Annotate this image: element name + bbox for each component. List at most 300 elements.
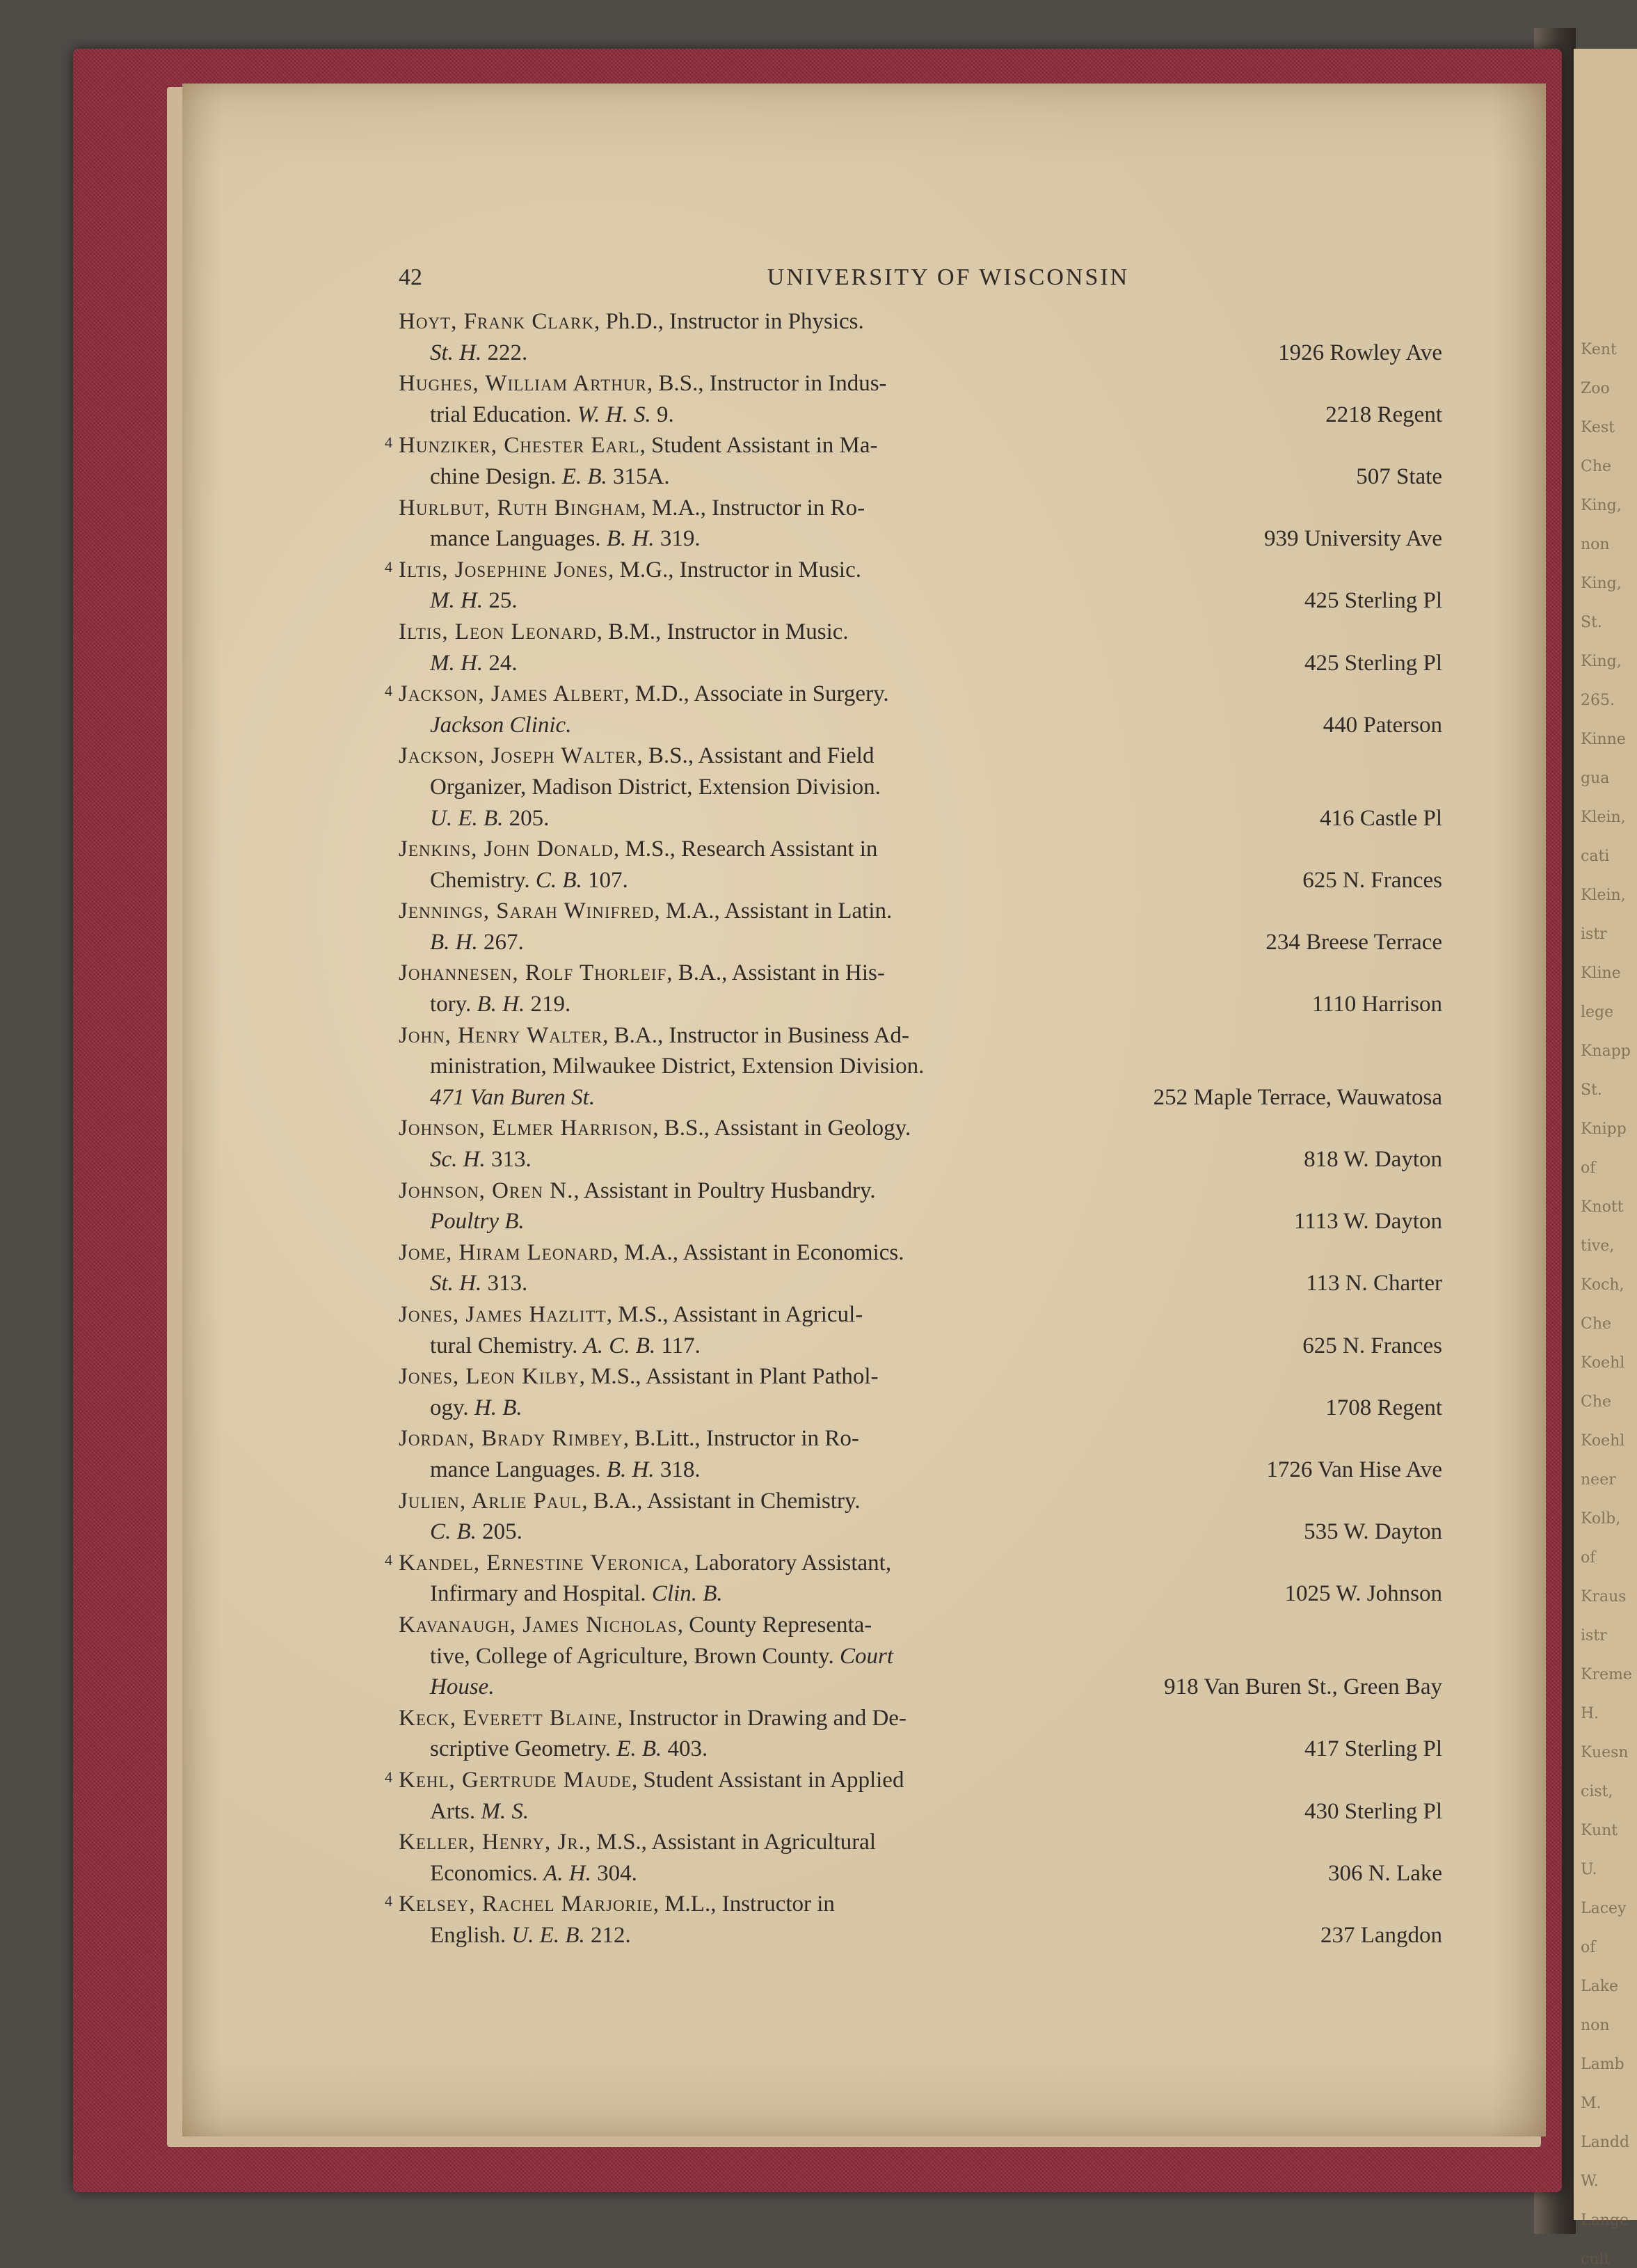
entry-text-part: chine Design. xyxy=(430,463,562,489)
entry-location: House. xyxy=(430,1674,495,1700)
person-name: Keck, Everett Blaine xyxy=(399,1705,617,1731)
directory-entry xyxy=(399,617,1442,679)
entry-room: 212. xyxy=(584,1922,631,1948)
entry-text xyxy=(430,1144,532,1175)
directory-entry xyxy=(399,1113,1442,1175)
person-name: Hughes, William Arthur xyxy=(399,371,647,397)
adjacent-page-fragment: of xyxy=(1581,1159,1596,1177)
entry-line xyxy=(399,617,1442,648)
entry-room: 315A. xyxy=(607,463,670,489)
page-number: 42 xyxy=(399,264,422,290)
adjacent-page-fragment: Lake xyxy=(1581,1978,1619,1995)
entry-text xyxy=(430,1082,595,1113)
person-name: Jackson, James Albert xyxy=(399,681,624,707)
entry-location: M. H. xyxy=(430,650,484,676)
entry-line xyxy=(399,1734,1442,1765)
person-title: , M.L., Instructor in xyxy=(653,1892,835,1917)
entry-text xyxy=(430,865,628,896)
entry-line xyxy=(399,1393,1442,1424)
directory-entry xyxy=(399,1299,1442,1361)
directory-entry xyxy=(399,1020,1442,1113)
entry-location: Jackson Clinic. xyxy=(430,712,572,738)
address: 237 Langdon xyxy=(1320,1922,1442,1948)
entry-line xyxy=(385,430,1442,461)
person-name: Johannesen, Rolf Thorleif xyxy=(399,960,667,986)
entry-text xyxy=(430,523,701,555)
address: 1025 W. Johnson xyxy=(1284,1581,1442,1607)
entry-line xyxy=(399,1641,1442,1672)
entry-line xyxy=(399,1423,1442,1454)
address: 306 N. Lake xyxy=(1327,1860,1442,1886)
entry-room: 205. xyxy=(503,805,550,831)
entry-line xyxy=(399,1578,1442,1610)
entry-line xyxy=(399,1082,1442,1113)
adjacent-page-fragment: Koch, xyxy=(1581,1276,1624,1294)
person-name: Jordan, Brady Rimbey xyxy=(399,1426,623,1452)
entry-text-part: English. xyxy=(430,1922,512,1948)
adjacent-page-fragment: Kolb, xyxy=(1581,1510,1621,1528)
adjacent-page-fragment: cult xyxy=(1581,2251,1611,2268)
person-title: , Assistant in Poultry Husbandry. xyxy=(573,1177,876,1203)
entry-text xyxy=(430,927,524,958)
entry-line xyxy=(385,555,1442,586)
entry-room: 219. xyxy=(525,992,571,1017)
entry-heading xyxy=(385,430,878,461)
entry-heading xyxy=(399,493,865,524)
entry-location: St. H. xyxy=(430,340,482,365)
entry-room: 107. xyxy=(582,867,628,893)
footnote-marker: 4 xyxy=(385,1551,392,1569)
entry-line xyxy=(399,803,1442,834)
entry-line xyxy=(399,493,1442,524)
person-name: Keller, Henry, Jr. xyxy=(399,1830,585,1855)
entry-line xyxy=(399,1206,1442,1237)
adjacent-page-fragment: lege xyxy=(1581,1004,1614,1021)
entry-room: 222. xyxy=(481,340,528,365)
entry-text xyxy=(430,1206,525,1237)
adjacent-page-fragment: King, xyxy=(1581,653,1622,670)
entry-text xyxy=(430,1578,723,1610)
entry-text xyxy=(430,585,518,617)
person-name: Johnson, Oren N. xyxy=(399,1177,574,1203)
entry-heading xyxy=(399,1610,872,1641)
adjacent-page-fragment: of xyxy=(1581,1939,1596,1956)
entry-location: B. H. xyxy=(606,1457,655,1482)
adjacent-page-fragment: Koehl xyxy=(1581,1354,1625,1372)
entry-line xyxy=(399,1331,1442,1362)
entry-line xyxy=(399,1827,1442,1858)
entry-location: 471 Van Buren St. xyxy=(430,1084,596,1110)
person-title: , Instructor in Drawing and De- xyxy=(616,1705,907,1731)
entry-text-part: mance Languages. xyxy=(430,526,607,552)
address: 1926 Rowley Ave xyxy=(1278,340,1442,365)
adjacent-page-fragment: cist, xyxy=(1581,1783,1613,1800)
address: 417 Sterling Pl xyxy=(1304,1736,1442,1762)
running-head xyxy=(399,257,1442,306)
entry-text-part: Chemistry. xyxy=(430,867,536,893)
entry-line xyxy=(399,1020,1442,1052)
entry-location: U. E. B. xyxy=(430,805,504,831)
entry-room: 304. xyxy=(591,1860,637,1886)
entry-location: E. B. xyxy=(616,1736,662,1762)
person-name: Iltis, Leon Leonard xyxy=(399,619,597,644)
entry-line xyxy=(399,461,1442,493)
entry-heading xyxy=(399,1361,879,1393)
entry-line xyxy=(399,1113,1442,1144)
entry-line xyxy=(399,1175,1442,1207)
person-title: , M.S., Assistant in Plant Pathol- xyxy=(579,1364,879,1390)
entry-text-part: scriptive Geometry. xyxy=(430,1736,617,1762)
directory-entry xyxy=(399,1610,1442,1703)
entry-line xyxy=(385,1765,1442,1796)
entry-room: 403. xyxy=(662,1736,708,1762)
adjacent-page-fragment: of xyxy=(1581,1549,1596,1567)
entry-text xyxy=(430,1641,893,1672)
entry-text xyxy=(430,1920,631,1951)
entry-text xyxy=(430,399,674,431)
person-name: Jome, Hiram Leonard xyxy=(399,1239,613,1265)
person-title: , B.A., Assistant in His- xyxy=(666,960,885,986)
adjacent-page-fragment: Lamb xyxy=(1581,2056,1624,2073)
entry-text xyxy=(430,1454,701,1486)
adjacent-page-fragment: Che xyxy=(1581,1393,1612,1411)
person-title: , B.Litt., Instructor in Ro- xyxy=(623,1426,859,1452)
entry-location: B. H. xyxy=(430,929,478,955)
directory-entry xyxy=(399,896,1442,958)
adjacent-page-fragment: Che xyxy=(1581,458,1612,475)
adjacent-page-fragment: Klein, xyxy=(1581,887,1626,904)
footnote-marker: 4 xyxy=(385,1892,392,1910)
entry-location: C. B. xyxy=(430,1519,477,1545)
person-title: , M.A., Instructor in Ro- xyxy=(640,495,865,521)
entry-heading xyxy=(399,834,877,865)
person-name: Hurlbut, Ruth Bingham xyxy=(399,495,641,521)
entry-room: 313. xyxy=(485,1147,532,1173)
person-title: , M.S., Assistant in Agricul- xyxy=(606,1302,863,1327)
person-name: Iltis, Josephine Jones xyxy=(399,557,609,582)
person-title: , B.S., Assistant in Geology. xyxy=(653,1116,911,1141)
entry-text-part: tural Chemistry. xyxy=(430,1333,584,1358)
adjacent-page-fragment: non xyxy=(1581,536,1610,553)
entry-text xyxy=(430,1734,708,1765)
entry-room: 25. xyxy=(483,588,518,614)
address: 2218 Regent xyxy=(1325,402,1442,427)
adjacent-page-fragment: Kest xyxy=(1581,419,1615,436)
person-name: Kandel, Ernestine Veronica xyxy=(399,1550,684,1576)
entry-line xyxy=(385,1889,1442,1920)
entry-location: C. B. xyxy=(535,867,582,893)
entry-text xyxy=(430,1393,522,1424)
person-title: , M.S., Assistant in Agricultural xyxy=(584,1830,876,1855)
adjacent-page-fragment: gua xyxy=(1581,770,1610,787)
adjacent-page-fragment: Lacey xyxy=(1581,1900,1627,1917)
entry-line xyxy=(399,1144,1442,1175)
adjacent-page-fragment: King, xyxy=(1581,497,1622,514)
directory-entry xyxy=(399,306,1442,368)
entry-location: Court xyxy=(840,1643,894,1669)
entry-line xyxy=(399,1237,1442,1269)
entry-heading xyxy=(399,1703,907,1734)
entry-room: 318. xyxy=(654,1457,701,1482)
adjacent-page-fragment: St. xyxy=(1581,614,1602,631)
adjacent-page-fragment: Knott xyxy=(1581,1198,1624,1216)
address: 234 Breese Terrace xyxy=(1265,929,1442,955)
entry-line xyxy=(399,896,1442,927)
entry-line xyxy=(399,1299,1442,1331)
directory-entry xyxy=(399,958,1442,1020)
entry-line xyxy=(399,1920,1442,1951)
entry-location: M. H. xyxy=(430,588,484,614)
person-name: Hunziker, Chester Earl xyxy=(399,433,640,459)
person-title: , County Representa- xyxy=(677,1612,872,1637)
entry-text xyxy=(430,1672,495,1703)
entry-text xyxy=(430,710,571,741)
entry-heading xyxy=(399,1299,863,1331)
adjacent-page-fragment: tive, xyxy=(1581,1237,1615,1255)
address: 416 Castle Pl xyxy=(1319,805,1442,831)
entry-heading xyxy=(399,1113,911,1144)
person-title: , B.S., Instructor in Indus- xyxy=(646,371,887,397)
entry-heading xyxy=(385,555,861,586)
person-title: , M.D., Associate in Surgery. xyxy=(623,681,889,707)
person-title: , M.A., Assistant in Latin. xyxy=(654,898,893,924)
entry-line xyxy=(399,1610,1442,1641)
entry-line xyxy=(399,1268,1442,1299)
adjacent-page-fragment: Knipp xyxy=(1581,1120,1627,1138)
person-title: , M.G., Instructor in Music. xyxy=(608,557,861,582)
entry-heading xyxy=(399,740,874,772)
person-name: Kehl, Gertrude Maude xyxy=(399,1767,632,1793)
entry-location: Poultry B. xyxy=(430,1209,525,1235)
address: 252 Maple Terrace, Wauwatosa xyxy=(1153,1084,1442,1110)
adjacent-page-fragment: Kline xyxy=(1581,965,1621,982)
entry-text xyxy=(430,1858,637,1889)
address: 918 Van Buren St., Green Bay xyxy=(1164,1674,1442,1700)
address: 1113 W. Dayton xyxy=(1294,1209,1442,1235)
adjacent-page-fragment: Kinne xyxy=(1581,731,1626,748)
entry-text: Organizer, Madison District, Extension Division. xyxy=(430,774,881,800)
person-name: John, Henry Walter xyxy=(399,1022,603,1048)
entry-text xyxy=(430,1516,522,1548)
person-name: Jones, Leon Kilby xyxy=(399,1364,580,1390)
adjacent-page-fragment: Kreme xyxy=(1581,1666,1632,1683)
footnote-marker: 4 xyxy=(385,434,392,452)
entry-location: M. S. xyxy=(481,1798,529,1824)
footnote-marker: 4 xyxy=(385,557,392,576)
directory-entries xyxy=(385,306,1442,1951)
entry-location: St. H. xyxy=(430,1271,482,1296)
person-name: Jenkins, John Donald xyxy=(399,836,614,862)
person-title: , M.S., Research Assistant in xyxy=(613,836,878,862)
adjacent-page-fragment: istr xyxy=(1581,1627,1607,1644)
adjacent-page-fragment: Landd xyxy=(1581,2134,1630,2151)
entry-line xyxy=(399,958,1442,989)
address: 113 N. Charter xyxy=(1306,1271,1442,1296)
address: 1726 Van Hise Ave xyxy=(1266,1457,1442,1482)
entry-line xyxy=(399,1516,1442,1548)
entry-line xyxy=(399,772,1442,803)
address: 1110 Harrison xyxy=(1311,992,1442,1017)
person-title: , Student Assistant in Ma- xyxy=(639,433,878,459)
address: 507 State xyxy=(1356,463,1442,489)
person-name: Jackson, Joseph Walter xyxy=(399,743,637,769)
entry-text xyxy=(430,1331,701,1362)
entry-heading xyxy=(399,1020,909,1052)
entry-line xyxy=(385,1548,1442,1579)
entry-heading xyxy=(385,1765,904,1796)
entry-line xyxy=(399,1454,1442,1486)
person-name: Jennings, Sarah Winifred xyxy=(399,898,655,924)
entry-room: 313. xyxy=(481,1271,528,1296)
entry-line xyxy=(399,1796,1442,1827)
entry-text: ministration, Milwaukee District, Extension Division. xyxy=(430,1054,925,1079)
entry-location: U. E. B. xyxy=(511,1922,585,1948)
entry-heading xyxy=(399,1827,876,1858)
entry-line xyxy=(399,1672,1442,1703)
address: 818 W. Dayton xyxy=(1304,1147,1442,1173)
entry-location: A. C. B. xyxy=(583,1333,656,1358)
address: 425 Sterling Pl xyxy=(1304,650,1442,676)
entry-text xyxy=(430,1268,527,1299)
address: 425 Sterling Pl xyxy=(1304,588,1442,614)
entry-line xyxy=(399,834,1442,865)
adjacent-page-fragment: istr xyxy=(1581,926,1607,943)
entry-line xyxy=(399,1858,1442,1889)
entry-heading xyxy=(399,306,864,338)
entry-room: 267. xyxy=(477,929,524,955)
adjacent-page-fragment: Koehl xyxy=(1581,1432,1625,1450)
entry-line xyxy=(399,306,1442,338)
entry-line xyxy=(399,368,1442,399)
entry-text-part: ogy. xyxy=(430,1395,474,1420)
entry-text-part: mance Languages. xyxy=(430,1457,607,1482)
person-title: , Laboratory Assistant, xyxy=(683,1550,892,1576)
entry-text xyxy=(430,803,549,834)
adjacent-page-fragment: Kent xyxy=(1581,341,1617,358)
entry-heading xyxy=(399,958,885,989)
adjacent-page-fragment: Zoo xyxy=(1581,380,1610,397)
adjacent-page-fragment: Knapp xyxy=(1581,1042,1631,1060)
directory-entry xyxy=(399,1237,1442,1299)
entry-line xyxy=(399,927,1442,958)
person-title: , B.M., Instructor in Music. xyxy=(596,619,849,644)
entry-line xyxy=(385,679,1442,710)
entry-text-part: Economics. xyxy=(430,1860,544,1886)
entry-line xyxy=(399,710,1442,741)
entry-text xyxy=(430,989,570,1020)
entry-line xyxy=(399,1051,1442,1082)
person-title: , Student Assistant in Applied xyxy=(632,1767,904,1793)
person-name: Kavanaugh, James Nicholas xyxy=(399,1612,678,1637)
person-name: Hoyt, Frank Clark xyxy=(399,309,594,334)
entry-line xyxy=(399,1703,1442,1734)
entry-heading xyxy=(399,1175,876,1207)
entry-heading xyxy=(399,1237,904,1269)
person-title: , M.A., Assistant in Economics. xyxy=(612,1239,904,1265)
entry-text-part: Arts. xyxy=(430,1798,481,1824)
person-title: , B.A., Assistant in Chemistry. xyxy=(582,1488,861,1514)
entry-line xyxy=(399,1486,1442,1517)
adjacent-page-fragment: Kuesn xyxy=(1581,1744,1629,1761)
entry-location: H. B. xyxy=(474,1395,522,1420)
directory-entry xyxy=(399,1827,1442,1889)
person-name: Johnson, Elmer Harrison xyxy=(399,1116,653,1141)
entry-text-part: tory. xyxy=(430,992,477,1017)
entry-line xyxy=(399,338,1442,369)
page-content xyxy=(385,257,1442,1951)
entry-heading xyxy=(399,1486,861,1517)
entry-line xyxy=(399,740,1442,772)
directory-entry xyxy=(399,1423,1442,1485)
directory-entry xyxy=(385,1548,1442,1610)
directory-entry xyxy=(399,1175,1442,1237)
entry-line xyxy=(399,1361,1442,1393)
entry-text xyxy=(430,1796,529,1827)
directory-entry xyxy=(385,555,1442,617)
directory-entry xyxy=(399,740,1442,834)
entry-line xyxy=(399,523,1442,555)
adjacent-page-fragment: W. xyxy=(1581,2173,1599,2190)
entry-location: W. H. S. xyxy=(577,402,651,427)
entry-text xyxy=(430,648,518,679)
person-name: Jones, James Hazlitt xyxy=(399,1302,607,1327)
entry-heading xyxy=(385,679,889,710)
entry-line xyxy=(399,989,1442,1020)
adjacent-page-fragment: H. xyxy=(1581,1705,1599,1722)
person-name: Kelsey, Rachel Marjorie xyxy=(399,1892,653,1917)
adjacent-page-fragment: Che xyxy=(1581,1315,1612,1333)
entry-heading xyxy=(399,1423,859,1454)
adjacent-page-fragment: non xyxy=(1581,2017,1610,2034)
entry-room: 319. xyxy=(654,526,701,552)
adjacent-page-fragment: St. xyxy=(1581,1081,1602,1099)
entry-heading xyxy=(399,896,892,927)
entry-line xyxy=(399,585,1442,617)
entry-text-part: trial Education. xyxy=(430,402,577,427)
address: 939 University Ave xyxy=(1263,526,1442,552)
entry-heading xyxy=(385,1889,835,1920)
person-title: , Ph.D., Instructor in Physics. xyxy=(594,309,864,334)
directory-entry xyxy=(385,430,1442,492)
adjacent-page-fragment: 265. xyxy=(1581,692,1615,709)
entry-text xyxy=(430,338,527,369)
directory-entry xyxy=(385,1889,1442,1951)
directory-entry xyxy=(399,368,1442,430)
adjacent-page-fragment: neer xyxy=(1581,1471,1616,1489)
person-title: , B.S., Assistant and Field xyxy=(637,743,875,769)
entry-location: Clin. B. xyxy=(651,1581,723,1607)
address: 1708 Regent xyxy=(1325,1395,1442,1420)
directory-entry xyxy=(399,1486,1442,1548)
adjacent-page-fragment: Klein, xyxy=(1581,809,1626,826)
adjacent-page-fragment: cati xyxy=(1581,848,1610,865)
entry-line xyxy=(399,399,1442,431)
address: 535 W. Dayton xyxy=(1304,1519,1442,1545)
directory-entry xyxy=(399,493,1442,555)
entry-location: B. H. xyxy=(606,526,655,552)
address: 625 N. Frances xyxy=(1302,1333,1442,1358)
entry-room: 205. xyxy=(476,1519,522,1545)
person-title: , B.A., Instructor in Business Ad- xyxy=(602,1022,910,1048)
entry-location: E. B. xyxy=(561,463,607,489)
adjacent-page-fragment: Lange xyxy=(1581,2212,1629,2229)
directory-entry xyxy=(399,1361,1442,1423)
entry-room: 9. xyxy=(650,402,674,427)
address: 440 Paterson xyxy=(1323,712,1442,738)
address: 625 N. Frances xyxy=(1302,867,1442,893)
adjacent-page-fragment: M. xyxy=(1581,2095,1602,2112)
directory-entry xyxy=(399,1703,1442,1765)
